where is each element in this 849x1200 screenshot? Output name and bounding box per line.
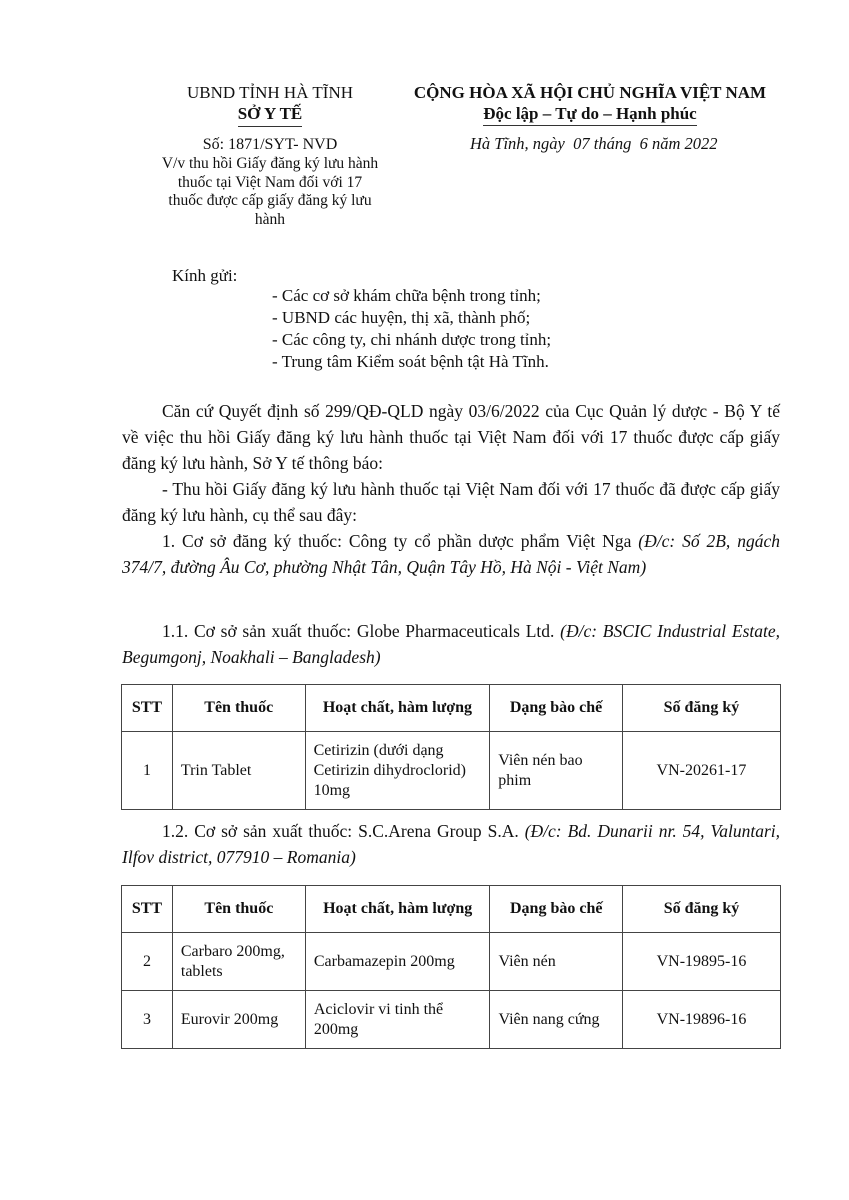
- national-header: [385, 82, 795, 126]
- issuer-block: [140, 82, 400, 229]
- subject-line: hành: [254, 210, 286, 228]
- subject-line: V/v thu hồi Giấy đăng ký lưu hành: [161, 155, 379, 172]
- manufacturer-name: 1.2. Cơ sở sản xuất thuốc: S.C.Arena Group S.A.: [162, 821, 525, 841]
- registrant-name: 1. Cơ sở đăng ký thuốc: Công ty cổ phần dược phẩm Việt Nga: [162, 531, 639, 551]
- cell-reg: VN-19895-16: [622, 933, 780, 991]
- paragraph-manufacturer-2: [122, 818, 780, 870]
- subject-line: thuốc tại Việt Nam đối với 17: [177, 173, 363, 191]
- cell-form: Viên nén bao phim: [490, 732, 623, 810]
- cell-stt: 2: [122, 933, 173, 991]
- document-date: Hà Tĩnh, ngày 07 tháng 6 năm 2022: [470, 134, 718, 153]
- drug-table-2: [121, 885, 781, 1049]
- manufacturer-address: (Đ/c: Bd. Dunarii nr. 54, Valuntari, Ilfov district, 077910 – Romania): [122, 821, 780, 867]
- table-row: [122, 933, 781, 991]
- col-active: Hoạt chất, hàm lượng: [305, 685, 490, 732]
- nation-title: CỘNG HÒA XÃ HỘI CHỦ NGHĨA VIỆT NAM: [413, 83, 767, 102]
- cell-active: Carbamazepin 200mg: [305, 933, 490, 991]
- issuer-dept: SỞ Y TẾ: [238, 103, 303, 127]
- cell-form: Viên nang cứng: [490, 991, 623, 1049]
- greeting: Kính gửi:: [172, 266, 238, 285]
- recipient-item: - Các công ty, chi nhánh dược trong tỉnh;: [272, 330, 552, 349]
- cell-name: Eurovir 200mg: [172, 991, 305, 1049]
- paragraph-registrant: [122, 528, 780, 580]
- col-name: Tên thuốc: [172, 886, 305, 933]
- table-row: [122, 991, 781, 1049]
- cell-active: Aciclovir vi tinh thể 200mg: [305, 991, 490, 1049]
- col-reg: Số đăng ký: [622, 685, 780, 732]
- col-form: Dạng bào chế: [490, 886, 623, 933]
- drug-table-1: [121, 684, 781, 810]
- cell-reg: VN-20261-17: [622, 732, 780, 810]
- col-active: Hoạt chất, hàm lượng: [305, 886, 490, 933]
- table-header-row: [122, 685, 781, 732]
- col-form: Dạng bào chế: [490, 685, 623, 732]
- col-stt: STT: [122, 886, 173, 933]
- cell-reg: VN-19896-16: [622, 991, 780, 1049]
- recipient-item: - Các cơ sở khám chữa bệnh trong tỉnh;: [272, 286, 541, 305]
- recipient-item: - Trung tâm Kiểm soát bệnh tật Hà Tĩnh.: [272, 352, 549, 371]
- paragraph-notice: - Thu hồi Giấy đăng ký lưu hành thuốc tại Việt Nam đối với 17 thuốc đã được cấp giấy đăng ký lưu hành, cụ thể sau đây:: [122, 479, 780, 525]
- cell-name: Carbaro 200mg, tablets: [172, 933, 305, 991]
- paragraph-manufacturer-1: [122, 618, 780, 670]
- cell-name: Trin Tablet: [172, 732, 305, 810]
- table-header-row: [122, 886, 781, 933]
- recipient-item: - UBND các huyện, thị xã, thành phố;: [272, 308, 531, 327]
- table-row: [122, 732, 781, 810]
- cell-form: Viên nén: [490, 933, 623, 991]
- col-stt: STT: [122, 685, 173, 732]
- issuer-org: UBND TỈNH HÀ TĨNH: [186, 83, 354, 102]
- manufacturer-address: (Đ/c: BSCIC Industrial Estate, Begumgonj, Noakhali – Bangladesh): [122, 621, 780, 667]
- document-number: Số: 1871/SYT- NVD: [202, 136, 338, 153]
- document-subject: [140, 155, 400, 229]
- cell-stt: 1: [122, 732, 173, 810]
- manufacturer-name: 1.1. Cơ sở sản xuất thuốc: Globe Pharmaceuticals Ltd.: [162, 621, 561, 641]
- registrant-address: (Đ/c: Số 2B, ngách 374/7, đường Âu Cơ, phường Nhật Tân, Quận Tây Hồ, Hà Nội - Việt Nam): [122, 531, 780, 577]
- paragraph-basis: Căn cứ Quyết định số 299/QĐ-QLD ngày 03/6/2022 của Cục Quản lý dược - Bộ Y tế về việc thu hồi Giấy đăng ký lưu hành thuốc tại Việt Nam đối với 17 thuốc được cấp giấy đăng ký lưu hành, Sở Y tế thông báo:: [122, 401, 780, 473]
- national-motto: Độc lập – Tự do – Hạnh phúc: [483, 103, 696, 126]
- subject-line: thuốc được cấp giấy đăng ký lưu: [168, 192, 372, 209]
- cell-stt: 3: [122, 991, 173, 1049]
- recipient-list: [272, 285, 551, 373]
- cell-active: Cetirizin (dưới dạng Cetirizin dihydroclorid) 10mg: [305, 732, 490, 810]
- col-reg: Số đăng ký: [622, 886, 780, 933]
- col-name: Tên thuốc: [172, 685, 305, 732]
